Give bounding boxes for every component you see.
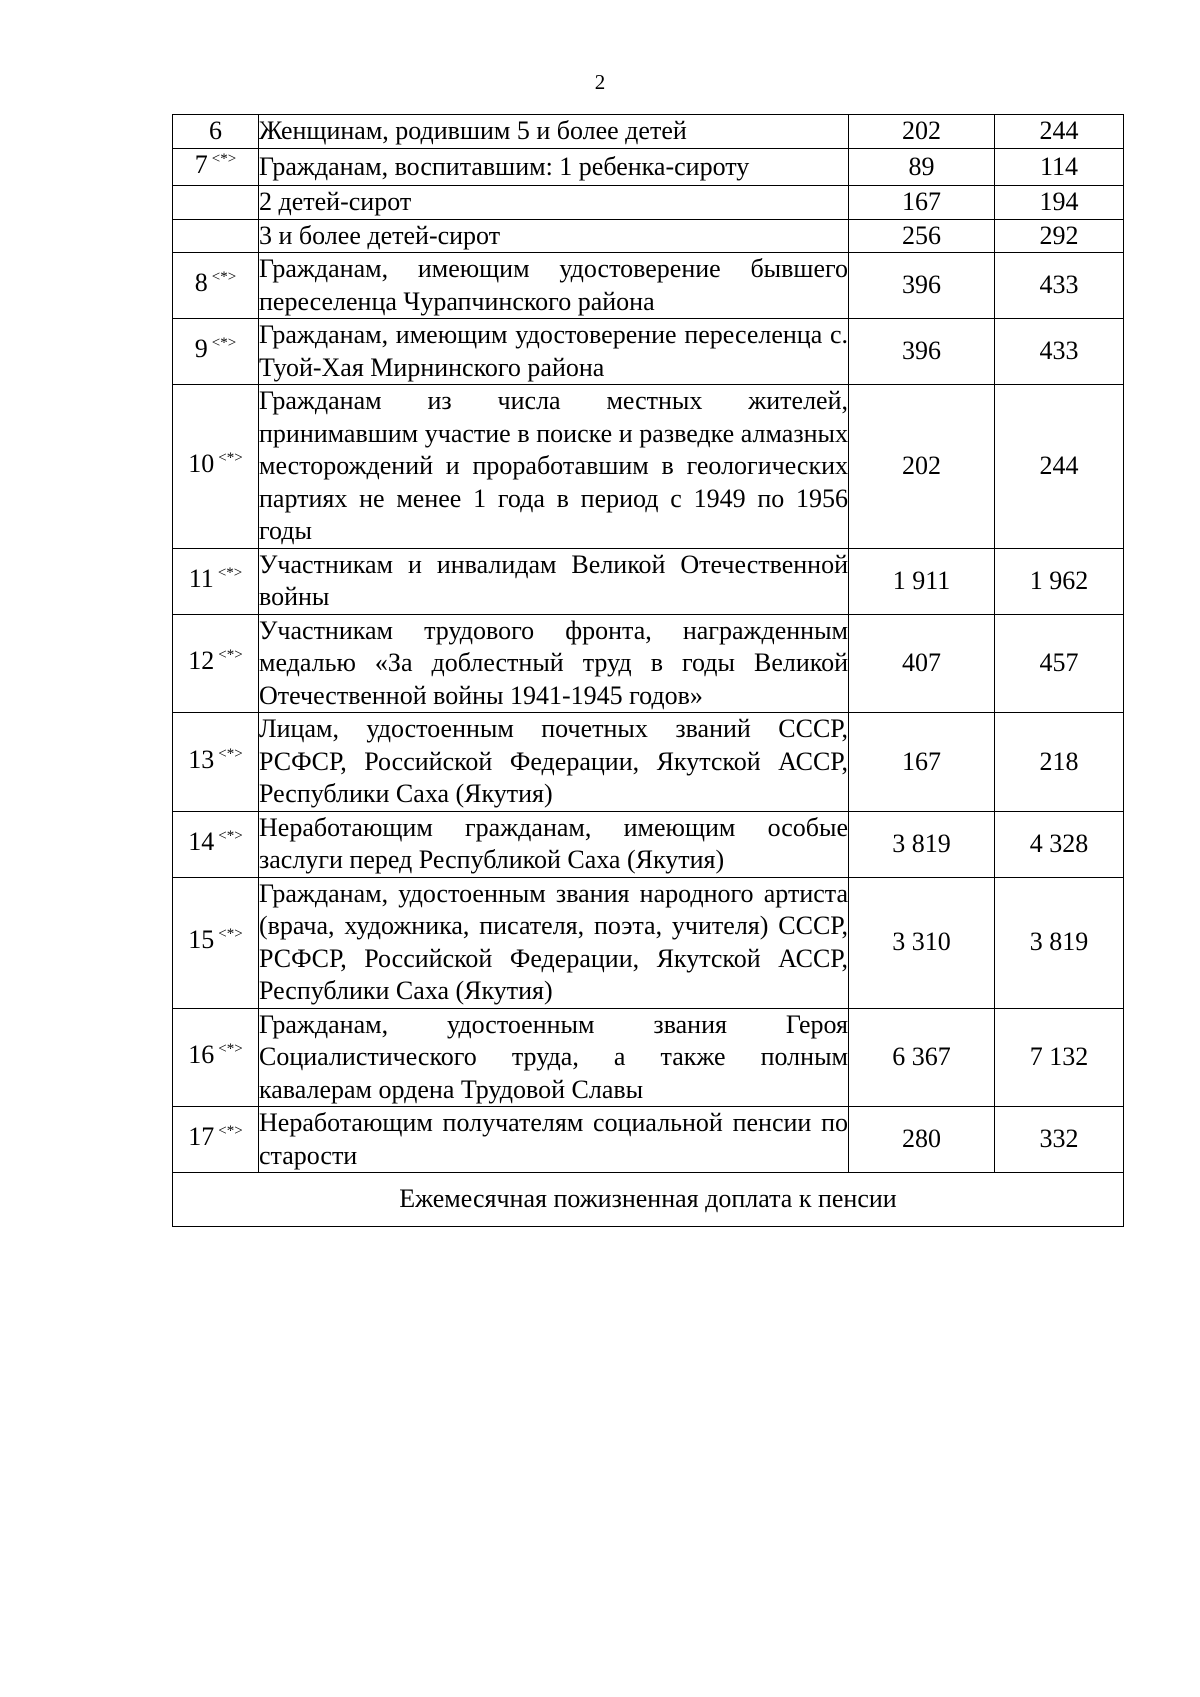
row-value-2: 194 bbox=[995, 186, 1124, 220]
row-number-footnote-mark: <*> bbox=[218, 1041, 243, 1057]
row-number-footnote-mark: <*> bbox=[218, 827, 243, 844]
row-value-2: 433 bbox=[995, 319, 1124, 385]
row-number: 15 bbox=[188, 925, 215, 955]
table-body bbox=[173, 115, 1124, 1173]
row-description: Участникам и инвалидам Великой Отечественной войны bbox=[259, 548, 849, 614]
row-description: Неработающим гражданам, имеющим особые заслуги перед Республикой Саха (Якутия) bbox=[259, 811, 849, 877]
row-number-footnote-mark: <*> bbox=[211, 269, 237, 286]
row-number-cell bbox=[173, 219, 259, 253]
row-number: 13 bbox=[188, 744, 215, 774]
row-value-1: 396 bbox=[849, 253, 995, 319]
row-value-1: 202 bbox=[849, 115, 995, 149]
row-value-2: 4 328 bbox=[995, 811, 1124, 877]
row-value-2: 332 bbox=[995, 1107, 1124, 1173]
row-number-cell bbox=[173, 148, 259, 186]
row-number-footnote-mark: <*> bbox=[218, 450, 243, 466]
row-value-1: 167 bbox=[849, 186, 995, 220]
row-description: Гражданам, удостоенным звания народного артиста (врача, художника, писателя, поэта, учителя) СССР, РСФСР, Российской Федерации, Якутской АССР, Республики Саха (Якутия) bbox=[259, 877, 849, 1008]
row-value-1: 396 bbox=[849, 319, 995, 385]
row-number-footnote-mark: <*> bbox=[218, 647, 243, 663]
benefits-table bbox=[172, 114, 1124, 1227]
row-value-1: 3 310 bbox=[849, 877, 995, 1008]
table-row bbox=[173, 1107, 1124, 1173]
row-value-2: 244 bbox=[995, 115, 1124, 149]
row-number-cell bbox=[173, 385, 259, 549]
row-number: 10 bbox=[188, 449, 215, 478]
row-value-1: 280 bbox=[849, 1107, 995, 1173]
row-value-2: 244 bbox=[995, 385, 1124, 549]
row-value-1: 1 911 bbox=[849, 548, 995, 614]
row-value-1: 6 367 bbox=[849, 1008, 995, 1107]
table-row bbox=[173, 186, 1124, 220]
table-row bbox=[173, 115, 1124, 149]
row-number-cell bbox=[173, 548, 259, 614]
row-value-2: 292 bbox=[995, 219, 1124, 253]
row-description: Лицам, удостоенным почетных званий СССР, РСФСР, Российской Федерации, Якутской АССР, Республики Саха (Якутия) bbox=[259, 713, 849, 812]
table-footer-row bbox=[173, 1173, 1124, 1227]
row-number-cell bbox=[173, 614, 259, 713]
row-number: 16 bbox=[188, 1040, 215, 1069]
row-description: 3 и более детей-сирот bbox=[259, 219, 849, 253]
table-row bbox=[173, 1008, 1124, 1107]
page-number: 2 bbox=[594, 70, 606, 94]
row-value-2: 114 bbox=[995, 148, 1124, 186]
row-number-cell bbox=[173, 253, 259, 319]
row-number-cell bbox=[173, 877, 259, 1008]
table-row bbox=[173, 148, 1124, 186]
row-number-footnote-mark: <*> bbox=[217, 564, 243, 581]
row-value-2: 433 bbox=[995, 253, 1124, 319]
table-row bbox=[173, 548, 1124, 614]
row-number: 6 bbox=[209, 116, 222, 145]
row-description: Гражданам из числа местных жителей, принимавшим участие в поиске и разведке алмазных месторождений и проработавшим в геологических партиях не менее 1 года в период с 1949 по 1956 годы bbox=[259, 385, 849, 549]
row-description: Гражданам, имеющим удостоверение бывшего переселенца Чурапчинского района bbox=[259, 253, 849, 319]
row-number-footnote-mark: <*> bbox=[218, 745, 243, 762]
row-value-2: 218 bbox=[995, 713, 1124, 812]
table-row bbox=[173, 319, 1124, 385]
table-row bbox=[173, 253, 1124, 319]
row-description: Неработающим получателям социальной пенсии по старости bbox=[259, 1107, 849, 1173]
row-value-1: 89 bbox=[849, 148, 995, 186]
row-description: 2 детей-сирот bbox=[259, 186, 849, 220]
row-number-cell bbox=[173, 319, 259, 385]
table-row bbox=[173, 811, 1124, 877]
row-value-1: 202 bbox=[849, 385, 995, 549]
row-description: Гражданам, воспитавшим: 1 ребенка-сироту bbox=[259, 148, 849, 186]
row-number-cell bbox=[173, 115, 259, 149]
row-number-cell bbox=[173, 1107, 259, 1173]
row-value-2: 3 819 bbox=[995, 877, 1124, 1008]
row-number: 8 bbox=[194, 268, 208, 298]
footer-label: Ежемесячная пожизненная доплата к пенсии bbox=[173, 1173, 1124, 1227]
row-description: Гражданам, имеющим удостоверение переселенца с. Туой-Хая Мирнинского района bbox=[259, 319, 849, 385]
row-value-2: 7 132 bbox=[995, 1008, 1124, 1107]
row-number: 14 bbox=[188, 826, 215, 856]
row-number: 17 bbox=[188, 1122, 215, 1152]
row-number: 12 bbox=[188, 646, 215, 675]
row-number: 11 bbox=[188, 563, 214, 593]
row-number-footnote-mark: <*> bbox=[211, 335, 237, 352]
row-number-cell bbox=[173, 1008, 259, 1107]
row-number-footnote-mark: <*> bbox=[218, 1123, 243, 1140]
row-value-1: 256 bbox=[849, 219, 995, 253]
row-value-1: 407 bbox=[849, 614, 995, 713]
table-row bbox=[173, 877, 1124, 1008]
table-row bbox=[173, 219, 1124, 253]
row-number-cell bbox=[173, 186, 259, 220]
row-description: Участникам трудового фронта, награжденным медалью «За доблестный труд в годы Великой Отечественной войны 1941-1945 годов» bbox=[259, 614, 849, 713]
table-row bbox=[173, 385, 1124, 549]
row-number-cell bbox=[173, 811, 259, 877]
table-row bbox=[173, 614, 1124, 713]
row-value-1: 3 819 bbox=[849, 811, 995, 877]
row-value-1: 167 bbox=[849, 713, 995, 812]
row-number-cell bbox=[173, 713, 259, 812]
row-number-footnote-mark: <*> bbox=[211, 150, 237, 167]
row-number-footnote-mark: <*> bbox=[218, 926, 243, 943]
row-description: Женщинам, родившим 5 и более детей bbox=[259, 115, 849, 149]
row-description: Гражданам, удостоенным звания Героя Социалистического труда, а также полным кавалерам ордена Трудовой Славы bbox=[259, 1008, 849, 1107]
row-value-2: 457 bbox=[995, 614, 1124, 713]
row-number: 7 bbox=[194, 149, 208, 179]
row-number: 9 bbox=[194, 334, 208, 364]
row-value-2: 1 962 bbox=[995, 548, 1124, 614]
table-row bbox=[173, 713, 1124, 812]
